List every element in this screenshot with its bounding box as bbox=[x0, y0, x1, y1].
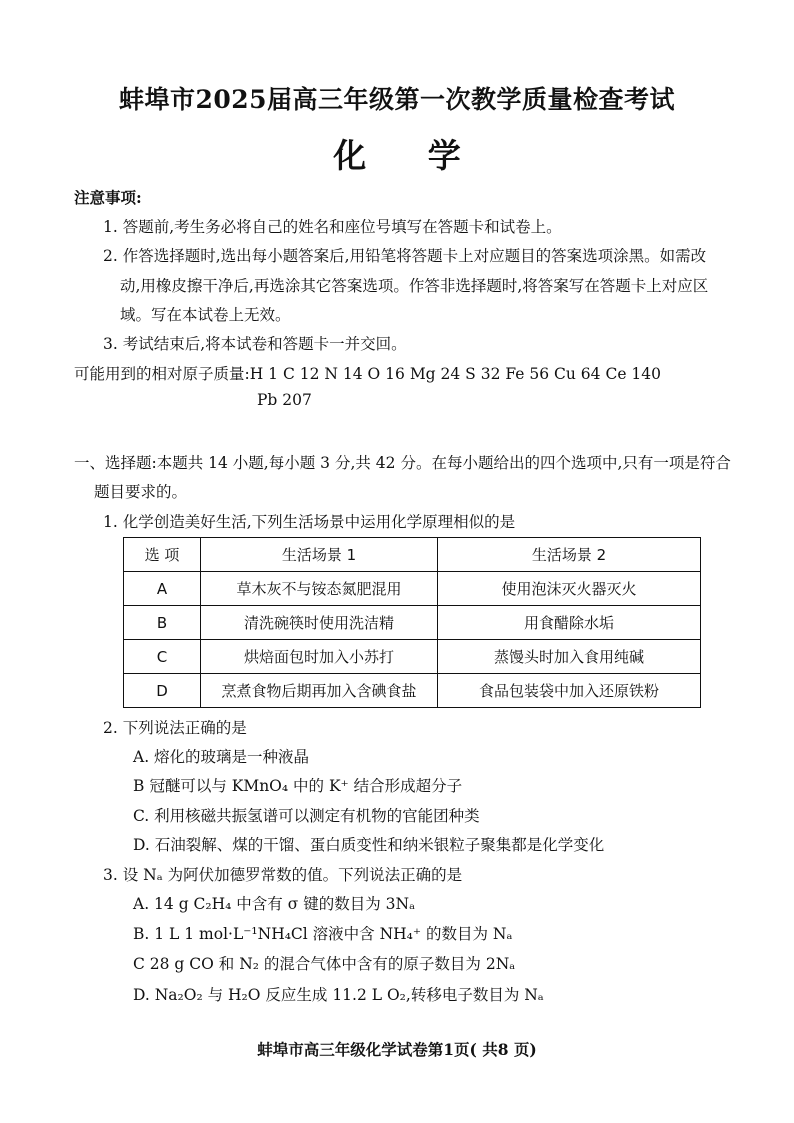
q1-header-scene2: 生活场景 2 bbox=[438, 538, 701, 572]
section-heading-line2: 题目要求的。 bbox=[94, 483, 188, 501]
notice-item-2-line3: 域。写在本试卷上无效。 bbox=[120, 306, 291, 324]
notice-heading: 注意事项: bbox=[74, 188, 142, 207]
q1-header-scene1: 生活场景 1 bbox=[201, 538, 438, 572]
table-row bbox=[124, 640, 701, 674]
notice-item-3: 3. 考试结束后,将本试卷和答题卡一并交回。 bbox=[103, 335, 407, 353]
atomic-mass-line1: 可能用到的相对原子质量:H 1 C 12 N 14 O 16 Mg 24 S 32 Fe 56 Cu 64 Ce 140 bbox=[74, 365, 662, 383]
q2-option-a: A. 熔化的玻璃是一种液晶 bbox=[133, 748, 310, 766]
q1-row-c-scene2: 蒸馒头时加入食用纯碱 bbox=[438, 640, 701, 674]
table-row bbox=[124, 606, 701, 640]
q1-row-d-option: D bbox=[124, 674, 201, 708]
q1-row-d-scene2: 食品包装袋中加入还原铁粉 bbox=[438, 674, 701, 708]
q1-row-c-option: C bbox=[124, 640, 201, 674]
q1-row-d-scene1: 烹煮食物后期再加入含碘食盐 bbox=[201, 674, 438, 708]
q1-row-a-scene2: 使用泡沫灭火器灭火 bbox=[438, 572, 701, 606]
q2-option-d: D. 石油裂解、煤的干馏、蛋白质变性和纳米银粒子聚集都是化学变化 bbox=[133, 836, 605, 854]
q3-option-d: D. Na₂O₂ 与 H₂O 反应生成 11.2 L O₂,转移电子数目为 Nₐ bbox=[133, 986, 544, 1004]
exam-title: 蚌埠市2025届高三年级第一次教学质量检查考试 bbox=[118, 85, 676, 114]
subject-title: 化 学 bbox=[333, 136, 461, 175]
table-row bbox=[124, 572, 701, 606]
table-row bbox=[124, 674, 701, 708]
q1-header-option: 选 项 bbox=[124, 538, 201, 572]
section-heading-line1: 一、选择题:本题共 14 小题,每小题 3 分,共 42 分。在每小题给出的四个选项中,只有一项是符合 bbox=[74, 454, 731, 472]
atomic-mass-line2: Pb 207 bbox=[257, 391, 312, 409]
q1-stem: 1. 化学创造美好生活,下列生活场景中运用化学原理相似的是 bbox=[103, 513, 516, 531]
notice-item-2-line1: 2. 作答选择题时,选出每小题答案后,用铅笔将答题卡上对应题目的答案选项涂黑。如需改 bbox=[103, 247, 707, 265]
q1-row-a-scene1: 草木灰不与铵态氮肥混用 bbox=[201, 572, 438, 606]
q3-option-a: A. 14 g C₂H₄ 中含有 σ 键的数目为 3Nₐ bbox=[133, 895, 416, 913]
q1-row-c-scene1: 烘焙面包时加入小苏打 bbox=[201, 640, 438, 674]
notice-item-1: 1. 答题前,考生务必将自己的姓名和座位号填写在答题卡和试卷上。 bbox=[103, 218, 562, 236]
q1-table-header bbox=[124, 538, 701, 572]
q3-option-b: B. 1 L 1 mol·L⁻¹NH₄Cl 溶液中含 NH₄⁺ 的数目为 Nₐ bbox=[133, 925, 513, 943]
page-footer: 蚌埠市高三年级化学试卷第1页( 共8 页) bbox=[257, 1040, 537, 1059]
q1-row-a-option: A bbox=[124, 572, 201, 606]
q3-stem: 3. 设 Nₐ 为阿伏加德罗常数的值。下列说法正确的是 bbox=[103, 866, 463, 884]
q1-table bbox=[123, 537, 701, 708]
q1-row-b-scene2: 用食醋除水垢 bbox=[438, 606, 701, 640]
q2-option-b: B 冠醚可以与 KMnO₄ 中的 K⁺ 结合形成超分子 bbox=[133, 777, 463, 795]
q1-row-b-option: B bbox=[124, 606, 201, 640]
q1-row-b-scene1: 清洗碗筷时使用洗洁精 bbox=[201, 606, 438, 640]
q2-option-c: C. 利用核磁共振氢谱可以测定有机物的官能团种类 bbox=[133, 807, 480, 825]
q3-option-c: C 28 g CO 和 N₂ 的混合气体中含有的原子数目为 2Nₐ bbox=[133, 955, 516, 973]
notice-item-2-line2: 动,用橡皮擦干净后,再选涂其它答案选项。作答非选择题时,将答案写在答题卡上对应区 bbox=[120, 277, 709, 295]
q2-stem: 2. 下列说法正确的是 bbox=[103, 719, 247, 737]
